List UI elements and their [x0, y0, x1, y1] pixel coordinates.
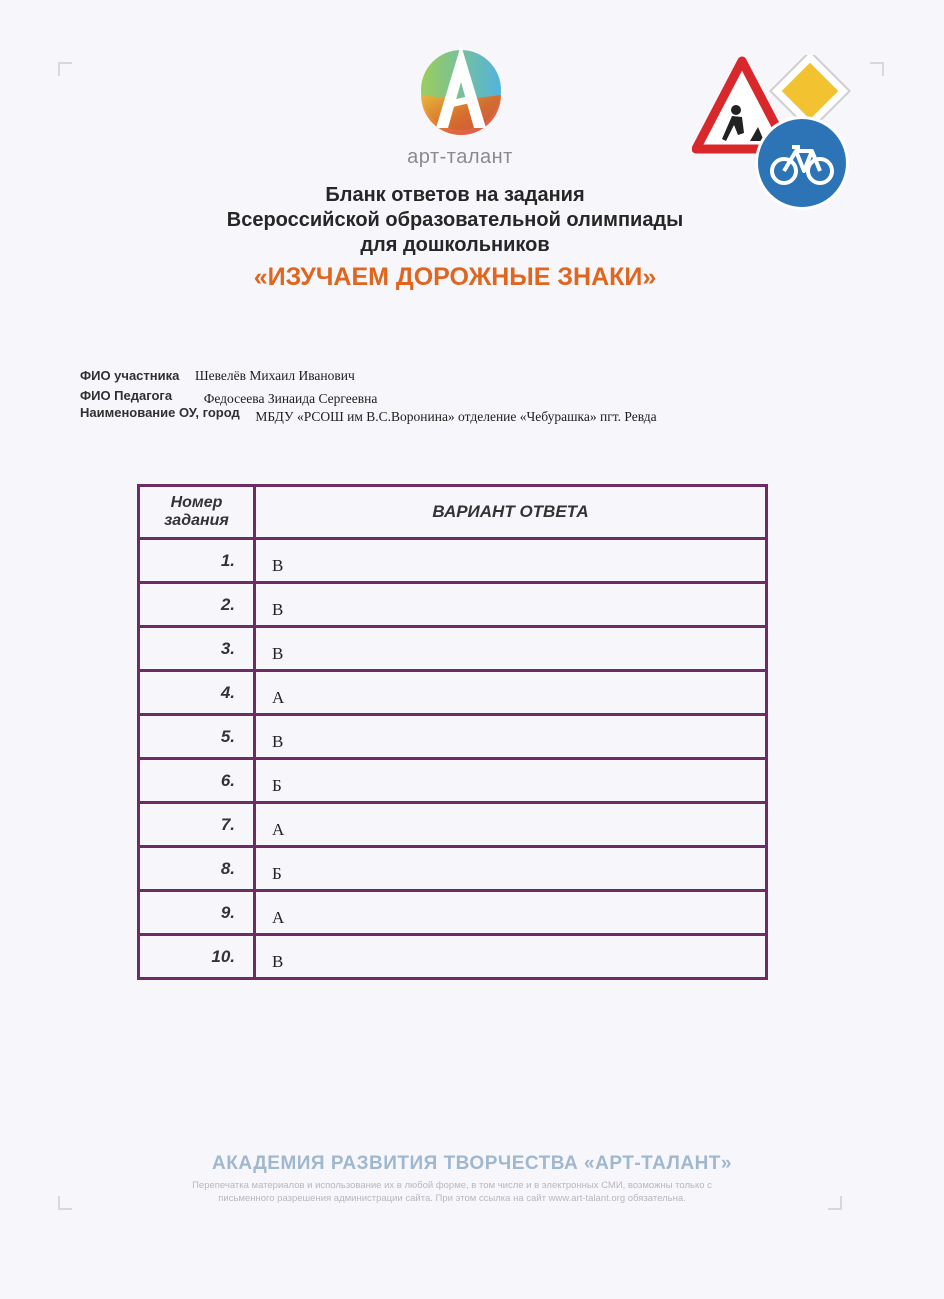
corner-mark	[58, 1196, 72, 1210]
table-row	[139, 803, 767, 847]
logo-name: арт-талант	[407, 146, 513, 168]
answer-cell: А	[255, 803, 767, 847]
olympiad-title: «ИЗУЧАЕМ ДОРОЖНЫЕ ЗНАКИ»	[253, 263, 657, 291]
table-row	[139, 539, 767, 583]
school-label: Наименование ОУ, город	[80, 405, 240, 420]
table-row	[139, 935, 767, 979]
table-row	[139, 627, 767, 671]
column-header-answer: ВАРИАНТ ОТВЕТА	[255, 486, 767, 539]
teacher-value: Федосеева Зинаида Сергеевна	[203, 391, 378, 406]
teacher-row	[80, 388, 377, 404]
table-row	[139, 847, 767, 891]
answer-cell: В	[255, 627, 767, 671]
participant-row	[80, 368, 355, 384]
answer-cell: А	[255, 891, 767, 935]
school-row	[80, 405, 657, 424]
answer-cell: Б	[255, 759, 767, 803]
task-number: 9.	[139, 891, 255, 935]
table-row	[139, 671, 767, 715]
task-number: 6.	[139, 759, 255, 803]
answer-cell: А	[255, 671, 767, 715]
task-number: 4.	[139, 671, 255, 715]
answer-cell: Б	[255, 847, 767, 891]
column-header-number: Номер задания	[139, 486, 255, 539]
task-number: 2.	[139, 583, 255, 627]
participant-label: ФИО участника	[80, 368, 180, 383]
task-number: 7.	[139, 803, 255, 847]
table-row	[139, 891, 767, 935]
table-row	[139, 715, 767, 759]
table-row	[139, 583, 767, 627]
teacher-label: ФИО Педагога	[80, 388, 173, 403]
school-value: МБДУ «РСОШ им В.С.Воронина» отделение «Чебурашка» пгт. Ревда	[255, 409, 657, 424]
title-line-3: для дошкольников	[360, 234, 550, 256]
participant-value: Шевелёв Михаил Иванович	[194, 368, 355, 383]
document-title	[150, 183, 760, 293]
corner-mark	[870, 62, 884, 76]
bicycle-path-sign-icon	[755, 116, 849, 210]
corner-mark	[828, 1196, 842, 1210]
answers-table	[137, 484, 768, 980]
footer-note-line-2: письменного разрешения администрации сайта. При этом ссылка на сайт www.art-talant.org обязательна.	[218, 1193, 686, 1204]
task-number: 10.	[139, 935, 255, 979]
footer-academy-name: АКАДЕМИЯ РАЗВИТИЯ ТВОРЧЕСТВА «АРТ-ТАЛАНТ»	[212, 1153, 732, 1174]
footer-copyright-note	[95, 1179, 809, 1205]
title-line-1: Бланк ответов на задания	[325, 184, 585, 206]
task-number: 3.	[139, 627, 255, 671]
art-talant-logo-icon	[416, 40, 506, 135]
answer-cell: В	[255, 935, 767, 979]
answer-cell: В	[255, 539, 767, 583]
task-number: 5.	[139, 715, 255, 759]
table-row	[139, 759, 767, 803]
corner-mark	[58, 62, 72, 76]
footer-note-line-1: Перепечатка материалов и использование их в любой форме, в том числе и в электронных СМИ, возможны только с	[192, 1180, 712, 1191]
answer-cell: В	[255, 583, 767, 627]
title-line-2: Всероссийской образовательной олимпиады	[226, 209, 684, 231]
task-number: 1.	[139, 539, 255, 583]
table-header-row	[139, 486, 767, 539]
answer-cell: В	[255, 715, 767, 759]
task-number: 8.	[139, 847, 255, 891]
